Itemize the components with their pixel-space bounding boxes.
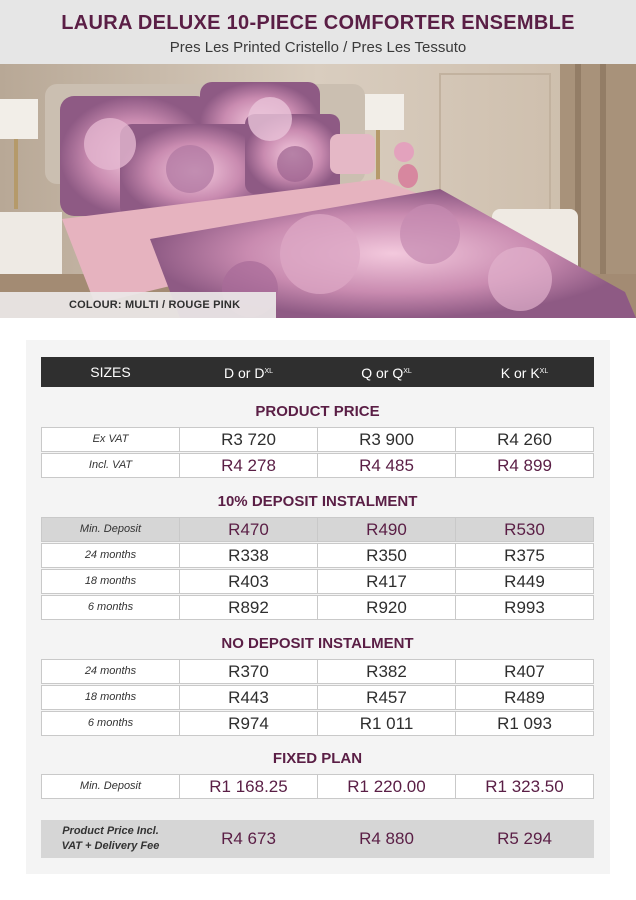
- price-row-incl-vat: [41, 453, 594, 478]
- no-deposit-row-24-months: [41, 659, 594, 684]
- row-label: Min. Deposit: [41, 517, 180, 542]
- no-deposit-row-18-months: [41, 685, 594, 710]
- price-cell: R993: [455, 595, 594, 620]
- price-cell: R530: [455, 517, 594, 542]
- price-cell: R449: [455, 569, 594, 594]
- price-cell: R1 168.25: [179, 774, 318, 799]
- price-cell: R920: [317, 595, 456, 620]
- price-cell: R370: [179, 659, 318, 684]
- row-label: 18 months: [41, 569, 180, 594]
- colour-label: COLOUR: MULTI / ROUGE PINK: [0, 292, 276, 318]
- total-label-line2: VAT + Delivery Fee: [61, 840, 160, 852]
- row-label: Incl. VAT: [41, 453, 180, 478]
- price-cell: R403: [179, 569, 318, 594]
- price-cell: R1 323.50: [455, 774, 594, 799]
- fixed-plan-row-min-deposit: [41, 774, 594, 799]
- total-cell: R5 294: [497, 829, 552, 848]
- size-queen: Q or $Q^{XL}$: [361, 365, 412, 381]
- product-title: LAURA DELUXE 10-PIECE COMFORTER ENSEMBLE: [61, 12, 575, 34]
- section-title-deposit-instalment: 10% DEPOSIT INSTALMENT: [217, 493, 418, 510]
- price-cell: R892: [179, 595, 318, 620]
- row-label: 6 months: [41, 595, 180, 620]
- row-label: 24 months: [41, 543, 180, 568]
- product-photo: [0, 64, 636, 318]
- price-cell: R974: [179, 711, 318, 736]
- row-label: 18 months: [41, 685, 180, 710]
- price-cell: R338: [179, 543, 318, 568]
- price-cell: R1 093: [455, 711, 594, 736]
- price-cell: R382: [317, 659, 456, 684]
- deposit-row-24-months: [41, 543, 594, 568]
- deposit-row-min-deposit: [41, 517, 594, 542]
- row-label: Ex VAT: [41, 427, 180, 452]
- price-cell: R489: [455, 685, 594, 710]
- price-cell: R490: [317, 517, 456, 542]
- price-cell: R3 720: [179, 427, 318, 452]
- row-label: 6 months: [41, 711, 180, 736]
- price-cell: R375: [455, 543, 594, 568]
- deposit-row-18-months: [41, 569, 594, 594]
- row-label: Min. Deposit: [41, 774, 180, 799]
- price-cell: R4 485: [317, 453, 456, 478]
- price-cell: R407: [455, 659, 594, 684]
- no-deposit-row-6-months: [41, 711, 594, 736]
- price-cell: R457: [317, 685, 456, 710]
- price-row-ex-vat: [41, 427, 594, 452]
- bedroom-illustration: [0, 64, 636, 318]
- sizes-header-row: [41, 357, 594, 387]
- price-cell: R1 220.00: [317, 774, 456, 799]
- price-cell: R4 278: [179, 453, 318, 478]
- price-cell: R1 011: [317, 711, 456, 736]
- total-label: [41, 824, 180, 854]
- price-cell: R4 899: [455, 453, 594, 478]
- section-title-no-deposit-instalment: NO DEPOSIT INSTALMENT: [221, 635, 414, 652]
- row-label: 24 months: [41, 659, 180, 684]
- size-king: K or $K^{XL}$: [500, 365, 549, 381]
- price-cell: R417: [317, 569, 456, 594]
- total-label-line1: Product Price Incl.: [62, 825, 159, 837]
- price-cell: R3 900: [317, 427, 456, 452]
- total-cell: R4 673: [221, 829, 276, 848]
- total-cell: R4 880: [359, 829, 414, 848]
- product-subtitle: Pres Les Printed Cristello / Pres Les Tessuto: [169, 39, 467, 56]
- size-double: D or $D^{XL}$: [223, 365, 273, 381]
- section-title-fixed-plan: FIXED PLAN: [272, 750, 363, 767]
- price-cell: R470: [179, 517, 318, 542]
- section-title-product-price: PRODUCT PRICE: [255, 403, 380, 420]
- deposit-row-6-months: [41, 595, 594, 620]
- page-header: [0, 0, 636, 64]
- price-cell: R350: [317, 543, 456, 568]
- sizes-label: SIZES: [90, 364, 131, 380]
- price-cell: R443: [179, 685, 318, 710]
- total-price-row: [41, 820, 594, 858]
- price-cell: R4 260: [455, 427, 594, 452]
